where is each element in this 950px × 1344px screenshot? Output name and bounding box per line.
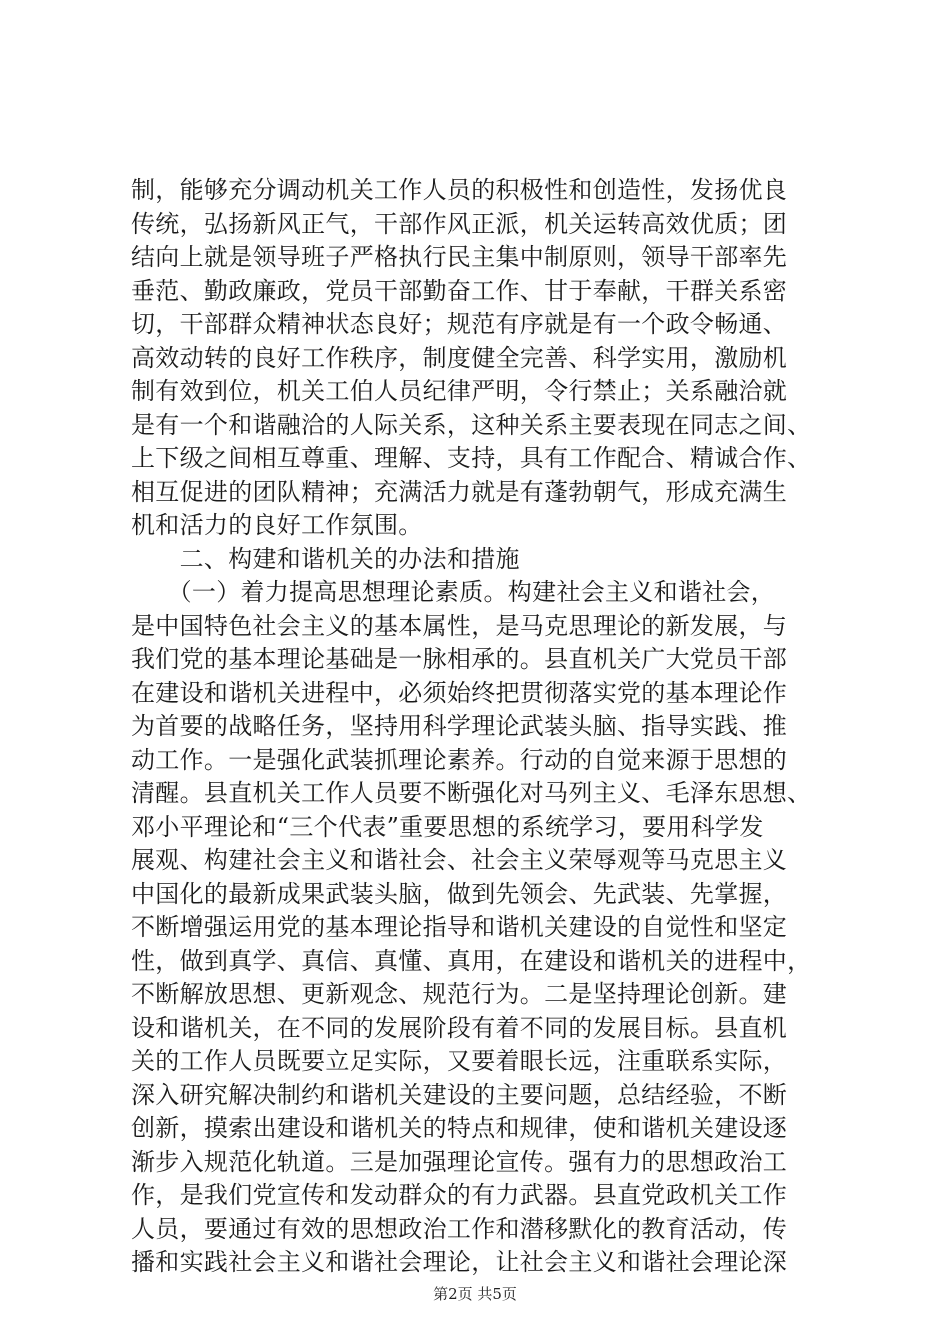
section-heading: 二、构建和谐机关的办法和措施 bbox=[131, 544, 520, 573]
text-line: 机和活力的良好工作氛围。 bbox=[131, 511, 423, 539]
text-line: 人员，要通过有效的思想政治工作和潜移默化的教育活动，传 bbox=[131, 1214, 788, 1243]
text-line: 深入研究解决制约和谐机关建设的主要问题，总结经验，不断 bbox=[131, 1080, 788, 1109]
text-line: 在建设和谐机关进程中，必须始终把贯彻落实党的基本理论作 bbox=[131, 678, 788, 707]
text-line: 播和实践社会主义和谐社会理论，让社会主义和谐社会理论深 bbox=[131, 1248, 788, 1276]
text-line: 切，干部群众精神状态良好；规范有序就是有一个政令畅通、 bbox=[131, 310, 788, 338]
text-line: 展观、构建社会主义和谐社会、社会主义荣辱观等马克思主义 bbox=[131, 846, 788, 874]
text-line: 为首要的战略任务，坚持用科学理论武装头脑、指导实践、推 bbox=[131, 712, 788, 740]
text-line: 制，能够充分调动机关工作人员的积极性和创造性，发扬优良 bbox=[131, 176, 788, 204]
text-line: 关的工作人员既要立足实际，又要着眼长远，注重联系实际， bbox=[131, 1047, 788, 1075]
text-line: （一）着力提高思想理论素质。构建社会主义和谐社会， bbox=[131, 578, 776, 606]
text-line: 作，是我们党宣传和发动群众的有力武器。县直党政机关工作 bbox=[131, 1181, 788, 1209]
text-line: 中国化的最新成果武装头脑，做到先领会、先武装、先掌握， bbox=[131, 879, 788, 908]
text-line: 上下级之间相互尊重、理解、支持，具有工作配合、精诚合作、 bbox=[131, 444, 812, 472]
text-line: 性，做到真学、真信、真懂、真用，在建设和谐机关的进程中， bbox=[131, 946, 812, 975]
text-line: 结向上就是领导班子严格执行民主集中制原则，领导干部率先 bbox=[131, 243, 788, 271]
text-line: 是中国特色社会主义的基本属性，是马克思理论的新发展，与 bbox=[131, 611, 788, 640]
text-line: 不断解放思想、更新观念、规范行为。二是坚持理论创新。建 bbox=[131, 980, 788, 1008]
document-body bbox=[131, 174, 831, 1280]
text-line: 是有一个和谐融洽的人际关系，这种关系主要表现在同志之间、 bbox=[131, 410, 812, 439]
text-line: 高效动转的良好工作秩序，制度健全完善、科学实用，激励机 bbox=[131, 343, 788, 372]
text-line: 制有效到位，机关工伯人员纪律严明，令行禁止；关系融洽就 bbox=[131, 377, 788, 405]
text-line: 创新，摸索出建设和谐机关的特点和规律，使和谐机关建设逐 bbox=[131, 1114, 788, 1142]
text-line: 动工作。一是强化武装抓理论素养。行动的自觉来源于思想的 bbox=[131, 745, 788, 774]
text-line: 不断增强运用党的基本理论指导和谐机关建设的自觉性和坚定 bbox=[131, 913, 788, 941]
text-line: 渐步入规范化轨道。三是加强理论宣传。强有力的思想政治工 bbox=[131, 1147, 788, 1176]
text-line: 设和谐机关，在不同的发展阶段有着不同的发展目标。县直机 bbox=[131, 1013, 788, 1042]
page-number-footer: 第2页 共5页 bbox=[433, 1285, 517, 1303]
text-line: 清醒。县直机关工作人员要不断强化对马列主义、毛泽东思想、 bbox=[131, 779, 812, 807]
text-line: 邓小平理论和“三个代表”重要思想的系统学习，要用科学发 bbox=[131, 812, 764, 841]
text-line: 垂范、勤政廉政，党员干部勤奋工作、甘于奉献，干群关系密 bbox=[131, 276, 788, 305]
text-line: 传统，弘扬新风正气，干部作风正派，机关运转高效优质；团 bbox=[131, 209, 788, 238]
text-line: 相互促进的团队精神；充满活力就是有蓬勃朝气，形成充满生 bbox=[131, 477, 788, 506]
text-line: 我们党的基本理论基础是一脉相承的。县直机关广大党员干部 bbox=[131, 645, 788, 673]
